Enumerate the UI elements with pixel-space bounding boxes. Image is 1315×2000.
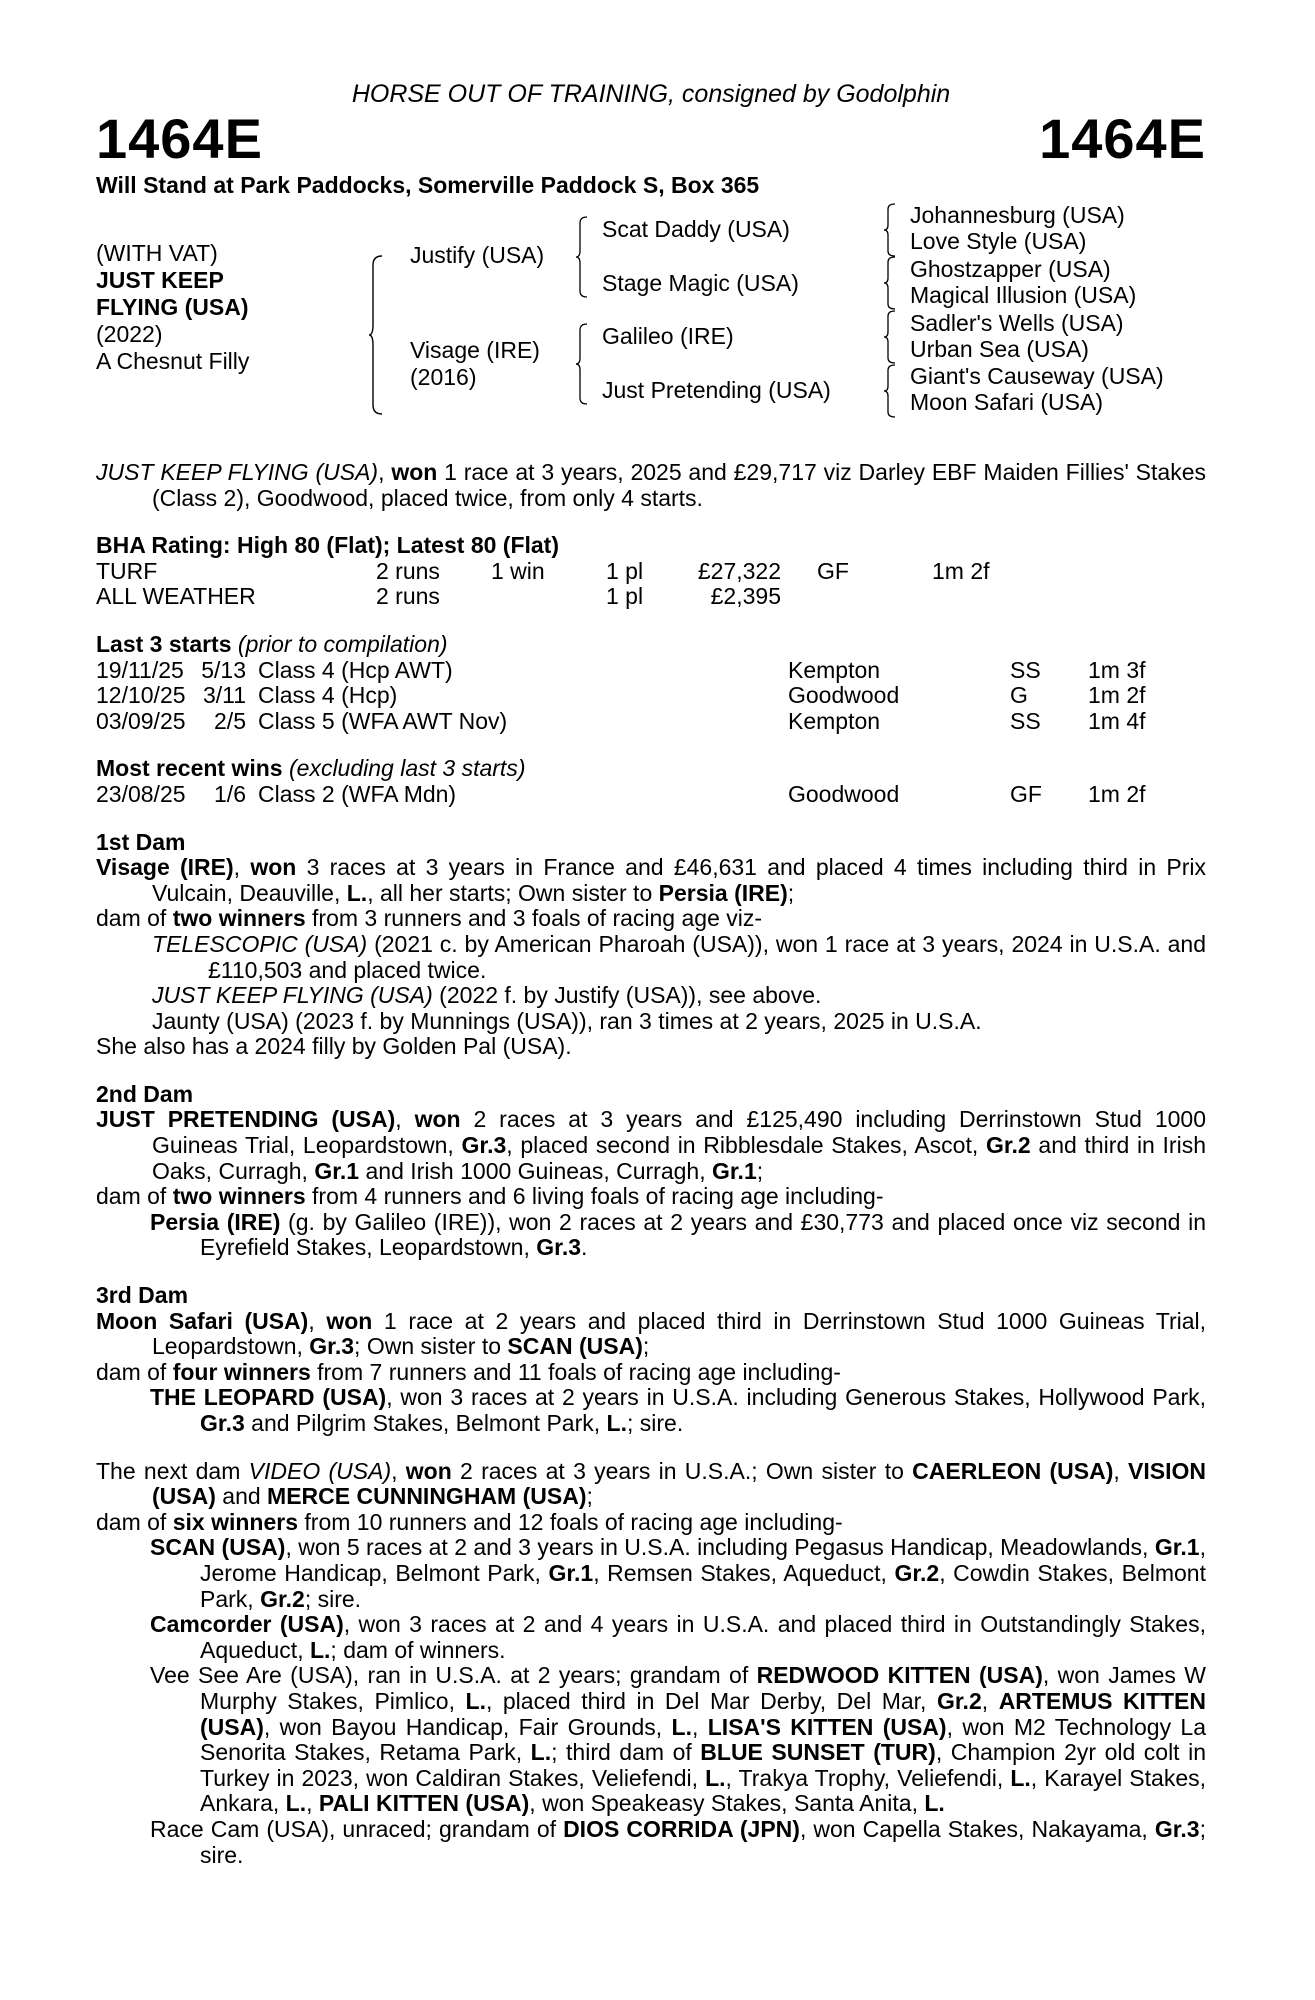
last-starts-section xyxy=(96,632,1206,734)
third-dam-section: 3rd Dam Moon Safari (USA), won 1 race at 2 years and placed third in Derrinstown Stud 1000 Guineas Trial, Leopardstown, Gr.3; Own sister to SCAN (USA); dam of four winners from 7 runners and 11 foals of racing age including- THE LEOPARD (USA), won 3 races at 2 years in U.S.A. including Generous Stakes, Hollywood Park, Gr.3 and Pilgrim Stakes, Belmont Park, L.; sire. xyxy=(96,1282,1207,1436)
ped-sdd: Magical Illusion (USA) xyxy=(910,282,1137,308)
table-row: ALL WEATHER 2 runs 1 pl £2,395 xyxy=(96,583,781,610)
dam-sire: Galileo (IRE) xyxy=(602,323,734,349)
table-row: 12/10/25 3/11 Class 4 (Hcp) Goodwood G 1m 2f xyxy=(96,682,1146,709)
bracket-ds xyxy=(884,310,896,364)
recent-wins-table xyxy=(96,782,1146,808)
next-dam-section: The next dam VIDEO (USA), won 2 races at 3 years in U.S.A.; Own sister to CAERLEON (USA), VISION (USA) and MERCE CUNNINGHAM (USA); dam of six winners from 10 runners and 12 foals of racing age including- SCAN (USA), won 5 races at 2 and 3 years in U.S.A. including Pegasus Handicap, Meadowlands, Gr.1, Jerome Handicap, Belmont Park, Gr.1, Remsen Stakes, Aqueduct, Gr.2, Cowdin Stakes, Belmont Park, Gr.2; sire. Camcorder (USA), won 3 races at 2 and 4 years in U.S.A. and placed third in Outstandingly Stakes, Aqueduct, L.; dam of winners. Vee See Are (USA), ran in U.S.A. at 2 years; grandam of REDWOOD KITTEN (USA), won James W Murphy Stakes, Pimlico, L., placed third in Del Mar Derby, Del Mar, Gr.2, ARTEMUS KITTEN (USA), won Bayou Handicap, Fair Grounds, L., LISA'S KITTEN (USA), won M2 Technology La Senorita Stakes, Retama Park, L.; third dam of BLUE SUNSET (TUR), Champion 2yr old colt in Turkey in 2023, won Caldiran Stakes, Veliefendi, L., Trakya Trophy, Veliefendi, L., Karayel Stakes, Ankara, L., PALI KITTEN (USA), won Speakeasy Stakes, Santa Anita, L. Race Cam (USA), unraced; grandam of DIOS CORRIDA (JPN), won Capella Stakes, Nakayama, Gr.3; sire. xyxy=(96,1457,1207,1868)
table-row: 03/09/25 2/5 Class 5 (WFA AWT Nov) Kempton SS 1m 4f xyxy=(96,707,1146,734)
bracket-sd xyxy=(884,256,896,310)
consignment-title: HORSE OUT OF TRAINING, consigned by Godolphin xyxy=(351,80,951,108)
table-row: TURF 2 runs 1 win 1 pl £27,322 GF 1m 2f xyxy=(96,557,990,584)
lot-number-left: 1464E xyxy=(96,107,263,170)
rating-heading: BHA Rating: High 80 (Flat); Latest 80 (Flat) xyxy=(96,532,559,559)
recent-wins-section xyxy=(96,756,1206,807)
lot-number-right: 1464E xyxy=(1039,107,1206,170)
bracket-dam xyxy=(576,323,588,405)
sire-dam: Stage Magic (USA) xyxy=(602,270,799,296)
first-dam-heading: 1st Dam xyxy=(96,828,186,855)
third-dam-heading: 3rd Dam xyxy=(96,1282,189,1309)
last-starts-table xyxy=(96,658,1146,735)
ped-dsd: Urban Sea (USA) xyxy=(910,336,1089,362)
horse-name-line1: JUST KEEP xyxy=(96,267,224,293)
list-item: Vee See Are (USA), ran in U.S.A. at 2 years; grandam of REDWOOD KITTEN (USA), won James W Murphy Stakes, Pimlico, L., placed third in Del Mar Derby, Del Mar, Gr.2, ARTEMUS KITTEN (USA), won Bayou Handicap, Fair Grounds, L., LISA'S KITTEN (USA), won M2 Technology La Senorita Stakes, Retama Park, L.; third dam of BLUE SUNSET (TUR), Champion 2yr old colt in Turkey in 2023, won Caldiran Stakes, Veliefendi, L., Trakya Trophy, Veliefendi, L., Karayel Stakes, Ankara, L., PALI KITTEN (USA), won Speakeasy Stakes, Santa Anita, L. xyxy=(150,1662,1207,1817)
horse-description: A Chesnut Filly xyxy=(96,348,250,374)
rating-table xyxy=(96,559,990,610)
list-item: Camcorder (USA), won 3 races at 2 and 4 years in U.S.A. and placed third in Outstandingly Stakes, Aqueduct, L.; dam of winners. xyxy=(150,1611,1206,1663)
catalogue-body xyxy=(96,460,1206,1868)
stable-location: Will Stand at Park Paddocks, Somerville Paddock S, Box 365 xyxy=(96,172,760,198)
list-item: Persia (IRE) (g. by Galileo (IRE)), won 2 races at 2 years and £30,773 and placed once viz second in Eyrefield Stakes, Leopardstown, Gr.3. xyxy=(150,1208,1206,1261)
last-starts-heading: Last 3 starts (prior to compilation) xyxy=(96,630,448,657)
list-item: TELESCOPIC (USA) (2021 c. by American Pharoah (USA)), won 1 race at 3 years, 2024 in U.S.A. and £110,503 and placed twice. xyxy=(152,930,1206,983)
ped-ddd: Moon Safari (USA) xyxy=(910,389,1104,415)
ped-ssd: Love Style (USA) xyxy=(910,228,1087,254)
table-row: 19/11/25 5/13 Class 4 (Hcp AWT) Kempton SS 1m 3f xyxy=(96,656,1146,683)
sire-sire: Scat Daddy (USA) xyxy=(602,216,790,242)
bracket-ss xyxy=(884,203,896,257)
second-dam-section: 2nd Dam JUST PRETENDING (USA), won 2 races at 3 years and £125,490 including Derrinstown Stud 1000 Guineas Trial, Leopardstown, Gr.3, placed second in Ribblesdale Stakes, Ascot, Gr.2 and third in Irish Oaks, Curragh, Gr.1 and Irish 1000 Guineas, Curragh, Gr.1; dam of two winners from 4 runners and 6 living foals of racing age including- Persia (IRE) (g. by Galileo (IRE)), won 2 races at 2 years and £30,773 and placed once viz second in Eyrefield Stakes, Leopardstown, Gr.3. xyxy=(96,1080,1206,1261)
list-item: Jaunty (USA) (2023 f. by Munnings (USA)), ran 3 times at 2 years, 2025 in U.S.A. xyxy=(152,1007,982,1034)
recent-wins-heading: Most recent wins (excluding last 3 starts) xyxy=(96,755,526,782)
list-item: JUST KEEP FLYING (USA) (2022 f. by Justify (USA)), see above. xyxy=(152,982,822,1009)
bracket-main xyxy=(369,255,383,415)
ped-dds: Giant's Causeway (USA) xyxy=(910,363,1164,389)
foaling-year: (2022) xyxy=(96,321,163,347)
race-summary: JUST KEEP FLYING (USA), won 1 race at 3 years, 2025 and £29,717 viz Darley EBF Maiden Fillies' Stakes (Class 2), Goodwood, placed twice, from only 4 starts. xyxy=(96,459,1206,511)
ped-sss: Johannesburg (USA) xyxy=(910,202,1125,228)
table-row: 23/08/25 1/6 Class 2 (WFA Mdn) Goodwood GF 1m 2f xyxy=(96,780,1146,807)
list-item: THE LEOPARD (USA), won 3 races at 2 years in U.S.A. including Generous Stakes, Hollywood Park, Gr.3 and Pilgrim Stakes, Belmont Park, L.; sire. xyxy=(150,1384,1206,1436)
vat-note: (WITH VAT) xyxy=(96,240,218,266)
bracket-sire xyxy=(576,216,588,298)
catalogue-page xyxy=(96,0,1206,2000)
ped-sds: Ghostzapper (USA) xyxy=(910,256,1111,282)
sire: Justify (USA) xyxy=(410,242,545,268)
first-dam-section: 1st Dam Visage (IRE), won 3 races at 3 years in France and £46,631 and placed 4 times including third in Prix Vulcain, Deauville, L., all her starts; Own sister to Persia (IRE); dam of two winners from 3 runners and 3 foals of racing age viz- TELESCOPIC (USA) (2021 c. by American Pharoah (USA)), won 1 race at 3 years, 2024 in U.S.A. and £110,503 and placed twice. JUST KEEP FLYING (USA) (2022 f. by Justify (USA)), see above. Jaunty (USA) (2023 f. by Munnings (USA)), ran 3 times at 2 years, 2025 in U.S.A. She also has a 2024 filly by Golden Pal (USA). xyxy=(96,828,1207,1060)
list-item: SCAN (USA), won 5 races at 2 and 3 years in U.S.A. including Pegasus Handicap, Meadowlands, Gr.1, Jerome Handicap, Belmont Park, Gr.1, Remsen Stakes, Aqueduct, Gr.2, Cowdin Stakes, Belmont Park, Gr.2; sire. xyxy=(150,1534,1206,1612)
horse-name-line2: FLYING (USA) xyxy=(96,294,249,320)
dam: Visage (IRE) xyxy=(410,337,540,363)
list-item: Race Cam (USA), unraced; grandam of DIOS CORRIDA (JPN), won Capella Stakes, Nakayama, Gr.3; sire. xyxy=(150,1815,1206,1868)
rating-section xyxy=(96,533,1206,610)
dam-dam: Just Pretending (USA) xyxy=(602,377,831,403)
dam-year: (2016) xyxy=(410,364,477,390)
pedigree-table xyxy=(96,202,1206,425)
ped-dss: Sadler's Wells (USA) xyxy=(910,310,1124,336)
bracket-dd xyxy=(884,364,896,418)
second-dam-heading: 2nd Dam xyxy=(96,1080,194,1107)
